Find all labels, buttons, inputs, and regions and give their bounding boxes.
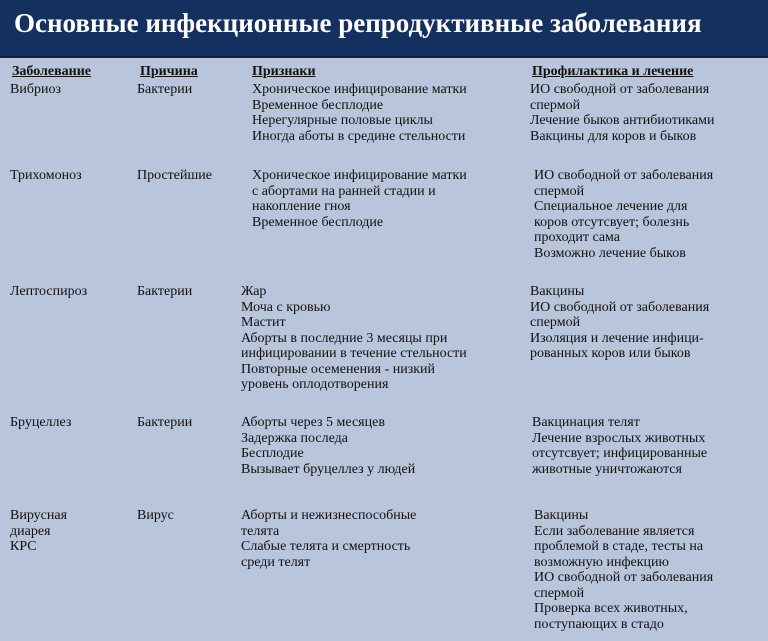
cell-line: КРС [10, 539, 37, 554]
cell-cause [137, 82, 192, 98]
cell-line: Аборты в последние 3 месяцы при [241, 330, 448, 346]
header-disease: Заболевание [12, 64, 91, 79]
cell-signs [241, 284, 467, 393]
cell-line: спермой [530, 315, 581, 330]
cell-line: Лечение быков антибиотиками [530, 113, 715, 128]
cell-disease [10, 82, 61, 98]
cell-line: Проверка всех животных, [534, 601, 688, 616]
cell-line: среди телят [241, 554, 311, 570]
cell-line: спермой [534, 585, 585, 601]
cell-line: Аборты через 5 месяцев [241, 415, 385, 430]
cell-signs [252, 82, 467, 144]
cell-line: ИО свободной от заболевания [530, 82, 710, 97]
cell-line: Задержка последа [241, 430, 348, 446]
cell-line: накопление гноя [252, 199, 351, 214]
cell-line: Простейшие [137, 168, 212, 183]
cell-line: Вакцины для коров и быков [530, 128, 697, 144]
cell-signs [241, 415, 415, 477]
cell-disease [10, 284, 87, 300]
cell-cause [137, 415, 192, 431]
cell-cause [137, 284, 192, 300]
cell-line: Если заболевание является [534, 523, 695, 539]
cell-line: Вибриоз [10, 82, 61, 97]
header-cause: Причина [140, 64, 198, 79]
cell-line: Вакцинация телят [532, 415, 640, 430]
cell-prevention [534, 168, 713, 261]
cell-line: Вирусная [10, 508, 68, 523]
cell-prevention [534, 508, 713, 632]
cell-line: отсутсвует; инфицированные [532, 446, 708, 461]
cell-line: инфицировании в течение стельности [241, 346, 467, 361]
cell-line: проблемой в стаде, тесты на [534, 539, 704, 554]
header-signs: Признаки [252, 64, 316, 79]
cell-cause [137, 508, 174, 524]
cell-line: телята [241, 523, 280, 539]
cell-prevention [530, 82, 714, 144]
cell-line: Вакцины [534, 508, 589, 523]
cell-line: животные уничтожаются [532, 461, 682, 477]
cell-line: Вакцины [530, 284, 585, 299]
cell-line: Бактерии [137, 82, 193, 97]
cell-line: Бруцеллез [10, 415, 72, 430]
cell-line: Повторные осеменения - низкий [241, 361, 436, 377]
title-bar [0, 0, 768, 58]
cell-line: с абортами на ранней стадии и [252, 183, 436, 199]
cell-line: ИО свободной от заболевания [530, 299, 710, 315]
header-prevention: Профилактика и лечение [532, 64, 694, 79]
cell-signs [241, 508, 416, 570]
cell-line: спермой [530, 97, 581, 113]
cell-prevention [530, 284, 709, 362]
cell-line: возможную инфекцию [534, 554, 669, 570]
cell-line: Возможно лечение быков [534, 245, 686, 261]
page-title: Основные инфекционные репродуктивные заболевания [14, 8, 702, 38]
cell-signs [252, 168, 467, 230]
cell-line: Лечение взрослых животных [532, 430, 706, 446]
cell-line: Иногда аботы в средине стельности [252, 128, 466, 144]
cell-line: Изоляция и лечение инфици- [530, 330, 704, 346]
cell-cause [137, 168, 212, 184]
cell-line: коров отсутсвует; болезнь [534, 214, 690, 230]
cell-line: уровень оплодотворения [241, 377, 389, 392]
cell-line: Лептоспироз [10, 284, 88, 299]
cell-line: Жар [241, 284, 267, 299]
cell-line: Моча с кровью [241, 299, 331, 315]
cell-line: Хроническое инфицирование матки [252, 82, 467, 97]
cell-line: Хроническое инфицирование матки [252, 168, 467, 183]
cell-line: Слабые телята и смертность [241, 539, 411, 554]
cell-line: Бесплодие [241, 446, 304, 461]
cell-line: Вирус [137, 508, 174, 523]
cell-line: Временное бесплодие [252, 97, 384, 113]
cell-line: рованных коров или быков [530, 346, 691, 361]
disease-table [0, 58, 768, 641]
cell-line: Нерегулярные половые циклы [252, 113, 433, 128]
cell-prevention [532, 415, 707, 477]
cell-line: ИО свободной от заболевания [534, 570, 714, 585]
cell-line: Вызывает бруцеллез у людей [241, 461, 416, 477]
cell-disease [10, 415, 71, 431]
cell-disease [10, 508, 67, 555]
cell-line: спермой [534, 183, 585, 199]
cell-line: Бактерии [137, 415, 193, 430]
cell-line: Специальное лечение для [534, 199, 688, 214]
cell-line: проходит сама [534, 230, 621, 245]
cell-line: ИО свободной от заболевания [534, 168, 714, 183]
cell-disease [10, 168, 82, 184]
cell-line: Бактерии [137, 284, 193, 299]
cell-line: Аборты и нежизнеспособные [241, 508, 417, 523]
cell-line: Мастит [241, 315, 286, 330]
cell-line: диарея [10, 523, 51, 539]
cell-line: поступающих в стадо [534, 616, 664, 632]
cell-line: Временное бесплодие [252, 214, 384, 230]
cell-line: Трихомоноз [10, 168, 82, 183]
